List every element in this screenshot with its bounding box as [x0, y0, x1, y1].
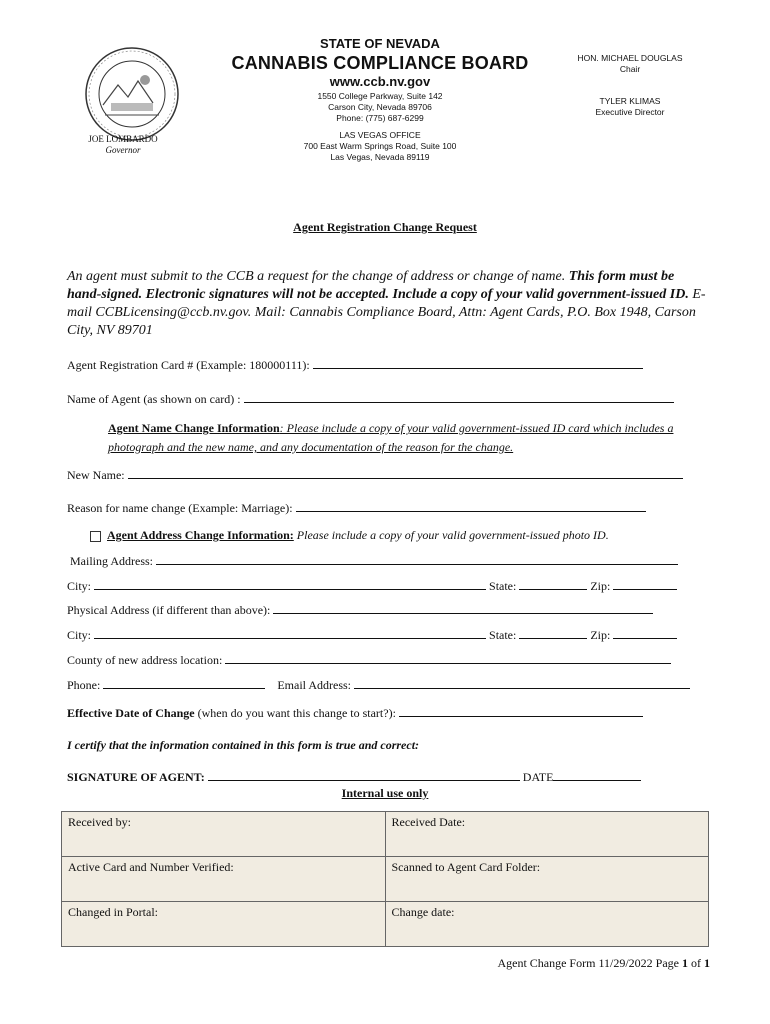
date-label: DATE [519, 770, 554, 784]
effective-date-label: Effective Date of Change [67, 706, 195, 720]
physical-address-row [67, 602, 653, 618]
agent-name-label: Name of Agent (as shown on card) : [67, 392, 244, 406]
card-number-label: Agent Registration Card # (Example: 180000111): [67, 358, 313, 372]
signature-field[interactable] [208, 769, 520, 781]
state-field[interactable] [519, 627, 587, 639]
table-cell: Active Card and Number Verified: [62, 857, 386, 902]
phone-field[interactable] [103, 677, 265, 689]
address-change-heading: Agent Address Change Information: [107, 528, 294, 542]
county-field[interactable] [225, 652, 671, 664]
address-line: 1550 College Parkway, Suite 142 [317, 91, 443, 101]
new-name-field[interactable] [128, 467, 683, 479]
contact-row [67, 677, 690, 693]
table-cell: Change date: [385, 902, 709, 947]
state-label: State: [486, 628, 520, 642]
page-total: 1 [704, 956, 710, 970]
address-line: Carson City, Nevada 89706 [328, 102, 432, 112]
effective-date-field[interactable] [399, 705, 643, 717]
agent-name-row [67, 391, 674, 407]
governor-name: JOE LOMBARDO [88, 134, 158, 144]
chair-block [560, 53, 700, 75]
certification-statement: I certify that the information contained in this form is true and correct: [67, 738, 420, 752]
email-label: Email Address: [277, 678, 355, 692]
address-line: Las Vegas, Nevada 89119 [330, 152, 430, 162]
city-label: City: [67, 628, 95, 642]
mailing-address-field[interactable] [156, 553, 678, 565]
city-field[interactable] [94, 578, 486, 590]
state-label: State: [486, 579, 520, 593]
city-field[interactable] [94, 627, 486, 639]
las-vegas-office [260, 130, 500, 163]
signature-label: SIGNATURE OF AGENT: [67, 770, 208, 784]
intro-bold-text: This form must be hand-signed. Electronic signatures will not be accepted. Include a copy of your valid government-issued ID. [67, 269, 689, 302]
address-change-checkbox[interactable] [90, 531, 101, 542]
director-block [560, 96, 700, 118]
email-field[interactable] [354, 677, 690, 689]
address-line: 700 East Warm Springs Road, Suite 100 [303, 141, 457, 151]
board-name: CANNABIS COMPLIANCE BOARD [231, 53, 529, 73]
table-cell: Changed in Portal: [62, 902, 386, 947]
zip-field[interactable] [613, 578, 677, 590]
page-number: 1 [682, 956, 688, 970]
zip-field[interactable] [613, 627, 677, 639]
date-field[interactable] [553, 769, 641, 781]
physical-address-label: Physical Address (if different than above): [67, 603, 274, 617]
website-link[interactable]: www.ccb.nv.gov [329, 74, 431, 89]
new-name-row [67, 467, 683, 483]
table-row [62, 812, 709, 857]
chair-title: Chair [619, 64, 641, 74]
footer-of: of [688, 956, 704, 970]
table-row [62, 857, 709, 902]
footer-text: Agent Change Form 11/29/2022 Page [497, 956, 682, 970]
nevada-state-seal [83, 45, 181, 143]
lv-office-label: LAS VEGAS OFFICE [339, 130, 421, 140]
table-cell: Received Date: [385, 812, 709, 857]
internal-use-table [61, 811, 709, 947]
director-name: TYLER KLIMAS [599, 96, 661, 106]
phone-line: Phone: (775) 687-6299 [336, 113, 424, 123]
chair-name: HON. MICHAEL DOUGLAS [577, 53, 683, 63]
city-label: City: [67, 579, 95, 593]
name-change-section [108, 419, 708, 457]
effective-date-hint: (when do you want this change to start?): [194, 706, 399, 720]
physical-city-row [67, 627, 677, 643]
mailing-address-row [70, 553, 678, 569]
mailing-city-row [67, 578, 677, 594]
signature-row [67, 769, 641, 785]
form-title: Agent Registration Change Request [293, 220, 477, 234]
table-row [62, 902, 709, 947]
name-change-heading: Agent Name Change Information [108, 421, 280, 435]
name-change-note: : Please include a copy of your valid government-issued ID card which includes a photograph and the new name, and any documentation of the reason for the change. [108, 421, 674, 454]
reason-field[interactable] [296, 500, 646, 512]
table-cell: Scanned to Agent Card Folder: [385, 857, 709, 902]
county-row [67, 652, 671, 668]
effective-date-row [67, 705, 643, 721]
zip-label: Zip: [587, 579, 614, 593]
physical-address-field[interactable] [273, 602, 653, 614]
page-footer [430, 956, 710, 971]
zip-label: Zip: [587, 628, 614, 642]
governor-title: Governor [105, 145, 141, 155]
card-number-field[interactable] [313, 357, 643, 369]
card-number-row [67, 357, 643, 373]
county-label: County of new address location: [67, 653, 226, 667]
state-field[interactable] [519, 578, 587, 590]
table-cell: Received by: [62, 812, 386, 857]
reason-row [67, 500, 646, 516]
agent-name-field[interactable] [244, 391, 674, 403]
address-change-section [90, 528, 609, 543]
phone-label: Phone: [67, 678, 104, 692]
carson-city-address [280, 91, 480, 124]
reason-label: Reason for name change (Example: Marriage): [67, 501, 296, 515]
director-title: Executive Director [595, 107, 665, 117]
internal-use-heading: Internal use only [341, 786, 429, 800]
mailing-address-label: Mailing Address: [70, 554, 156, 568]
form-instructions [67, 268, 707, 340]
address-change-note: Please include a copy of your valid government-issued photo ID. [293, 528, 609, 542]
new-name-label: New Name: [67, 468, 128, 482]
intro-contact-text: E-mail CCBLicensing@ccb.nv.gov. Mail: Cannabis Compliance Board, Attn: Agent Cards, P.O. Box 1948, Carson City, NV 89701 [67, 287, 706, 338]
state-heading: STATE OF NEVADA [320, 36, 440, 51]
intro-text: An agent must submit to the CCB a request for the change of address or change of name. [67, 269, 569, 284]
governor-block [68, 134, 178, 156]
